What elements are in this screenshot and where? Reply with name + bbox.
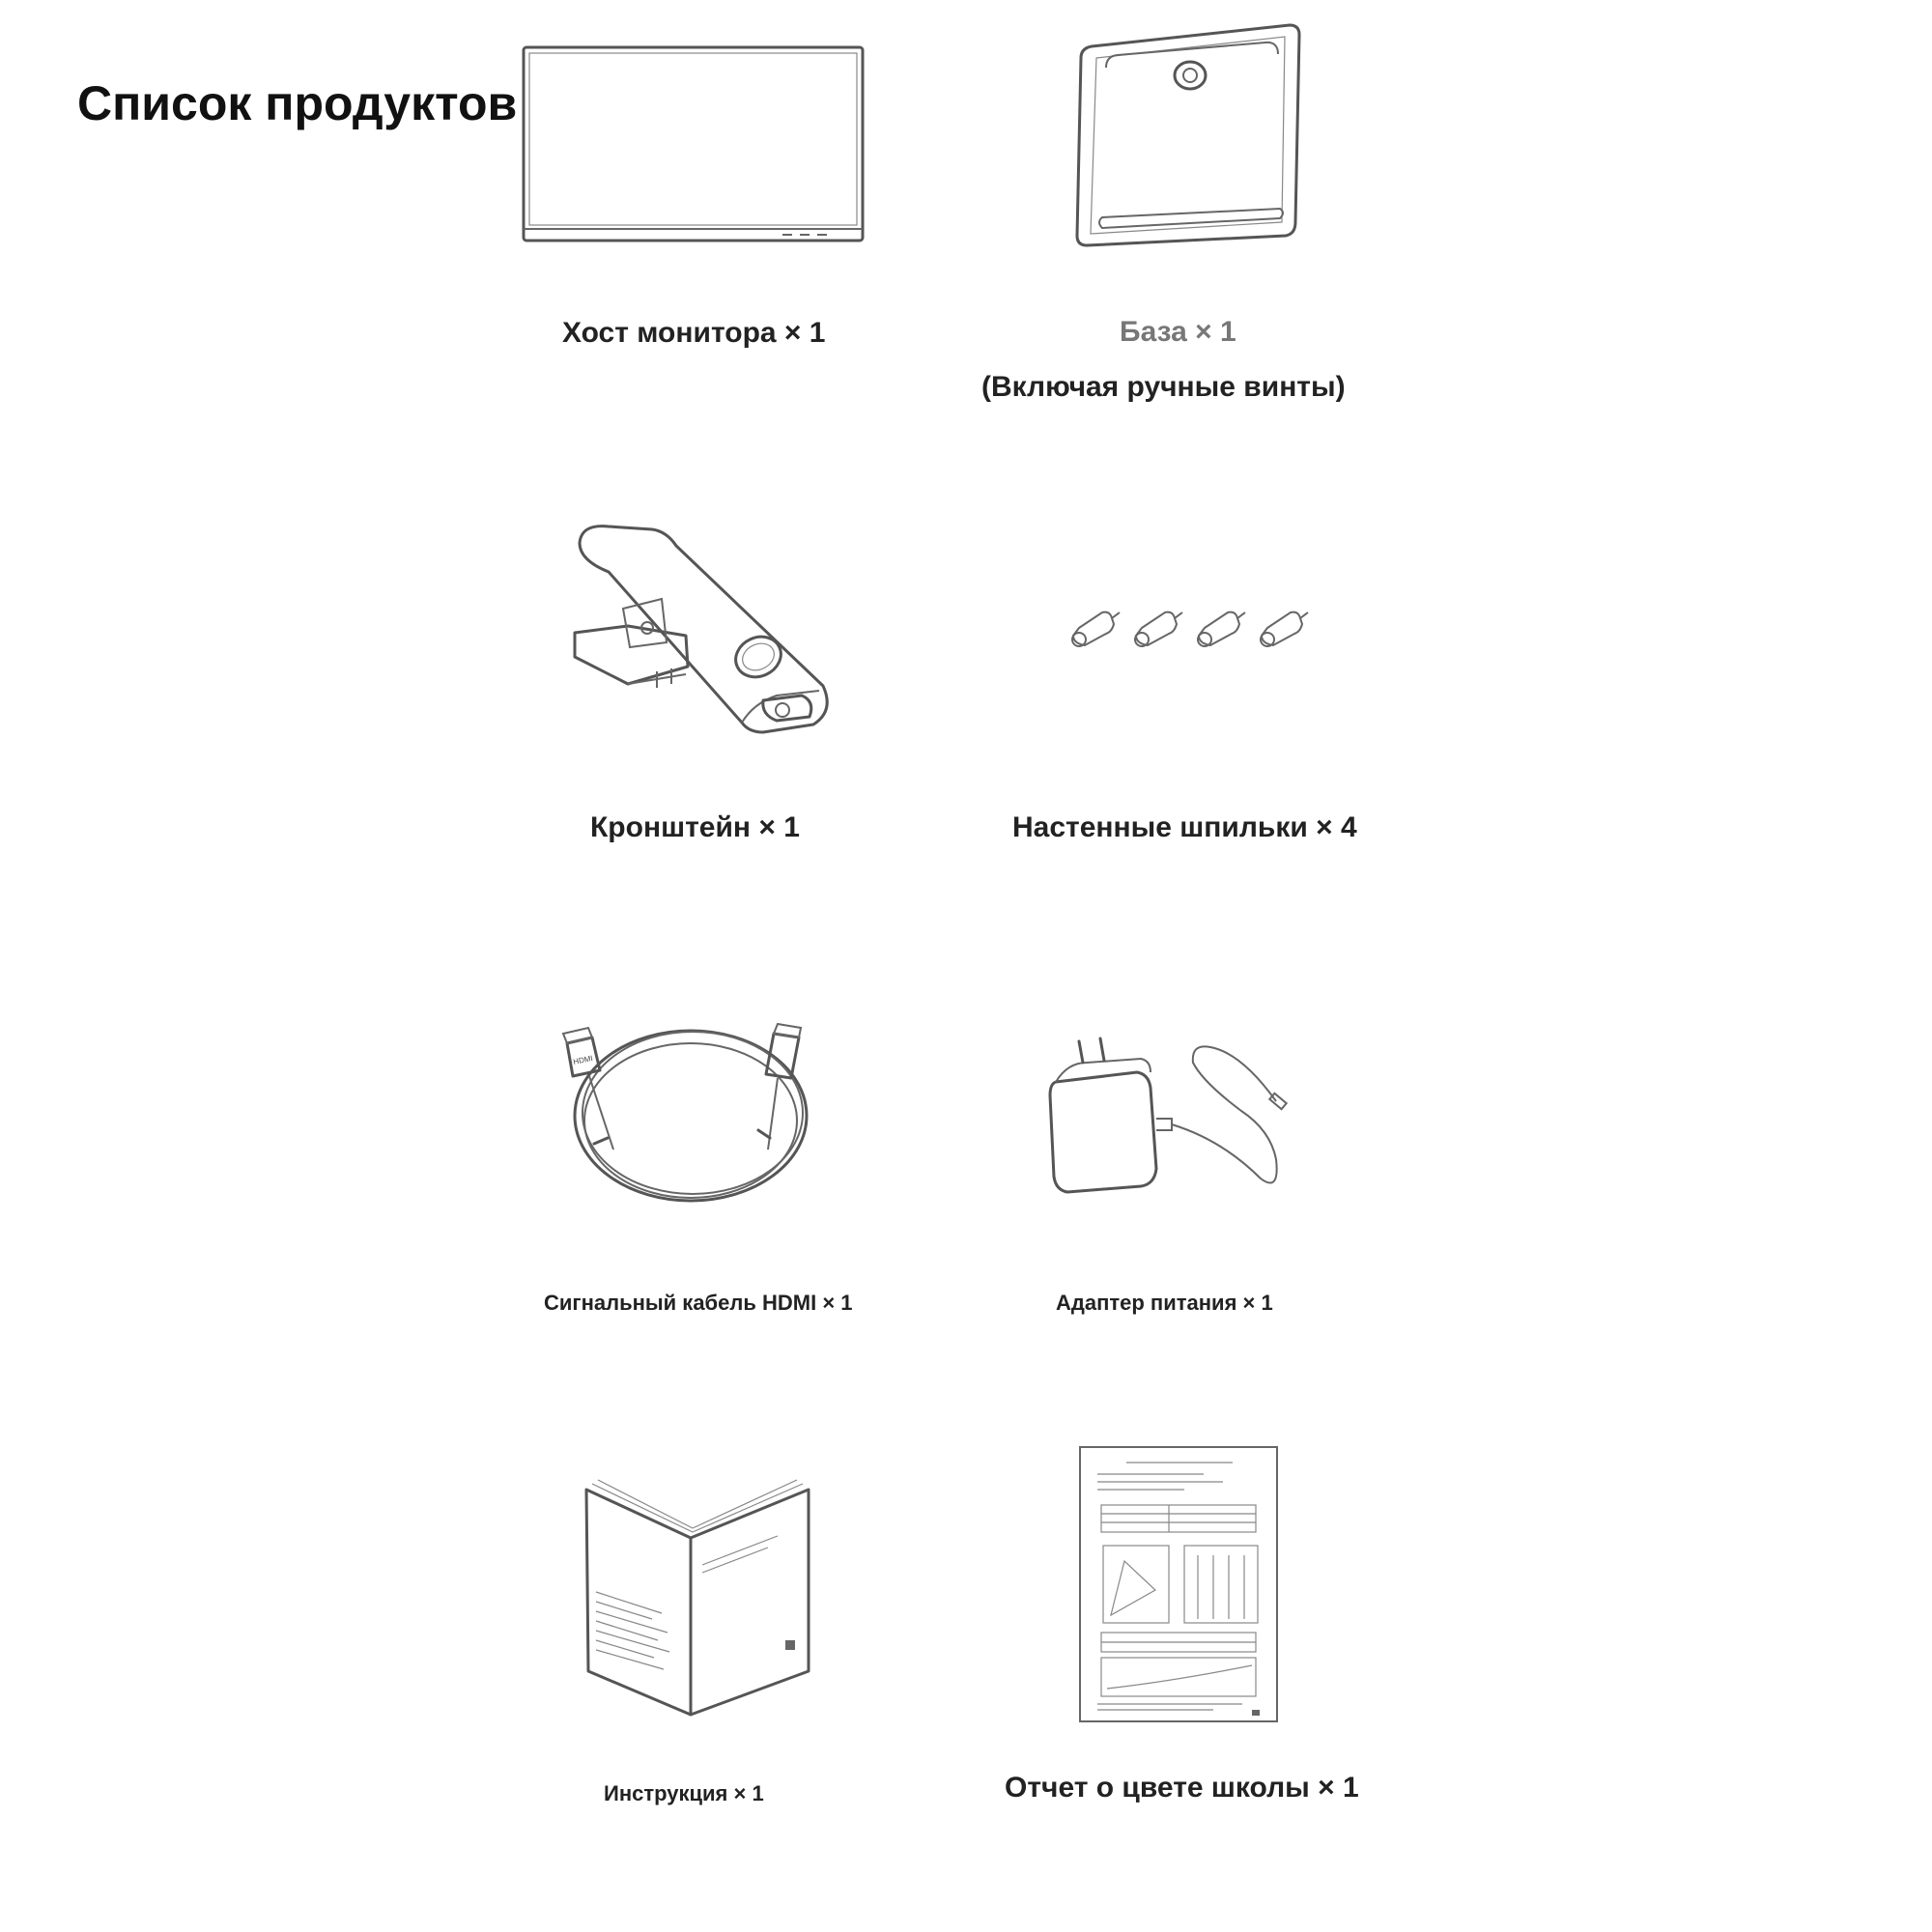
stand-base-icon (1067, 19, 1309, 256)
caption-monitor-host: Хост монитора × 1 (562, 317, 826, 349)
caption-manual: Инструкция × 1 (604, 1781, 764, 1805)
caption-color-report: Отчет о цвете школы × 1 (1005, 1772, 1359, 1804)
caption-base: База × 1 (1120, 316, 1236, 348)
power-adapter-icon (1048, 1034, 1299, 1203)
caption-bracket: Кронштейн × 1 (590, 811, 800, 843)
caption-wall-studs: Настенные шпильки × 4 (1012, 811, 1357, 843)
svg-text:HDMI: HDMI (572, 1053, 594, 1066)
monitor-icon (522, 43, 865, 251)
color-report-icon (1078, 1445, 1281, 1730)
bracket-icon (570, 522, 831, 739)
caption-hdmi-cable: Сигнальный кабель HDMI × 1 (544, 1291, 853, 1315)
hdmi-cable-icon (546, 1024, 826, 1212)
manual-icon (584, 1478, 816, 1724)
caption-power-adapter: Адаптер питания × 1 (1056, 1291, 1273, 1315)
caption-base-note: (Включая ручные винты) (981, 371, 1346, 403)
page-title: Список продуктов (77, 76, 518, 130)
wall-studs-icon (1067, 599, 1319, 662)
